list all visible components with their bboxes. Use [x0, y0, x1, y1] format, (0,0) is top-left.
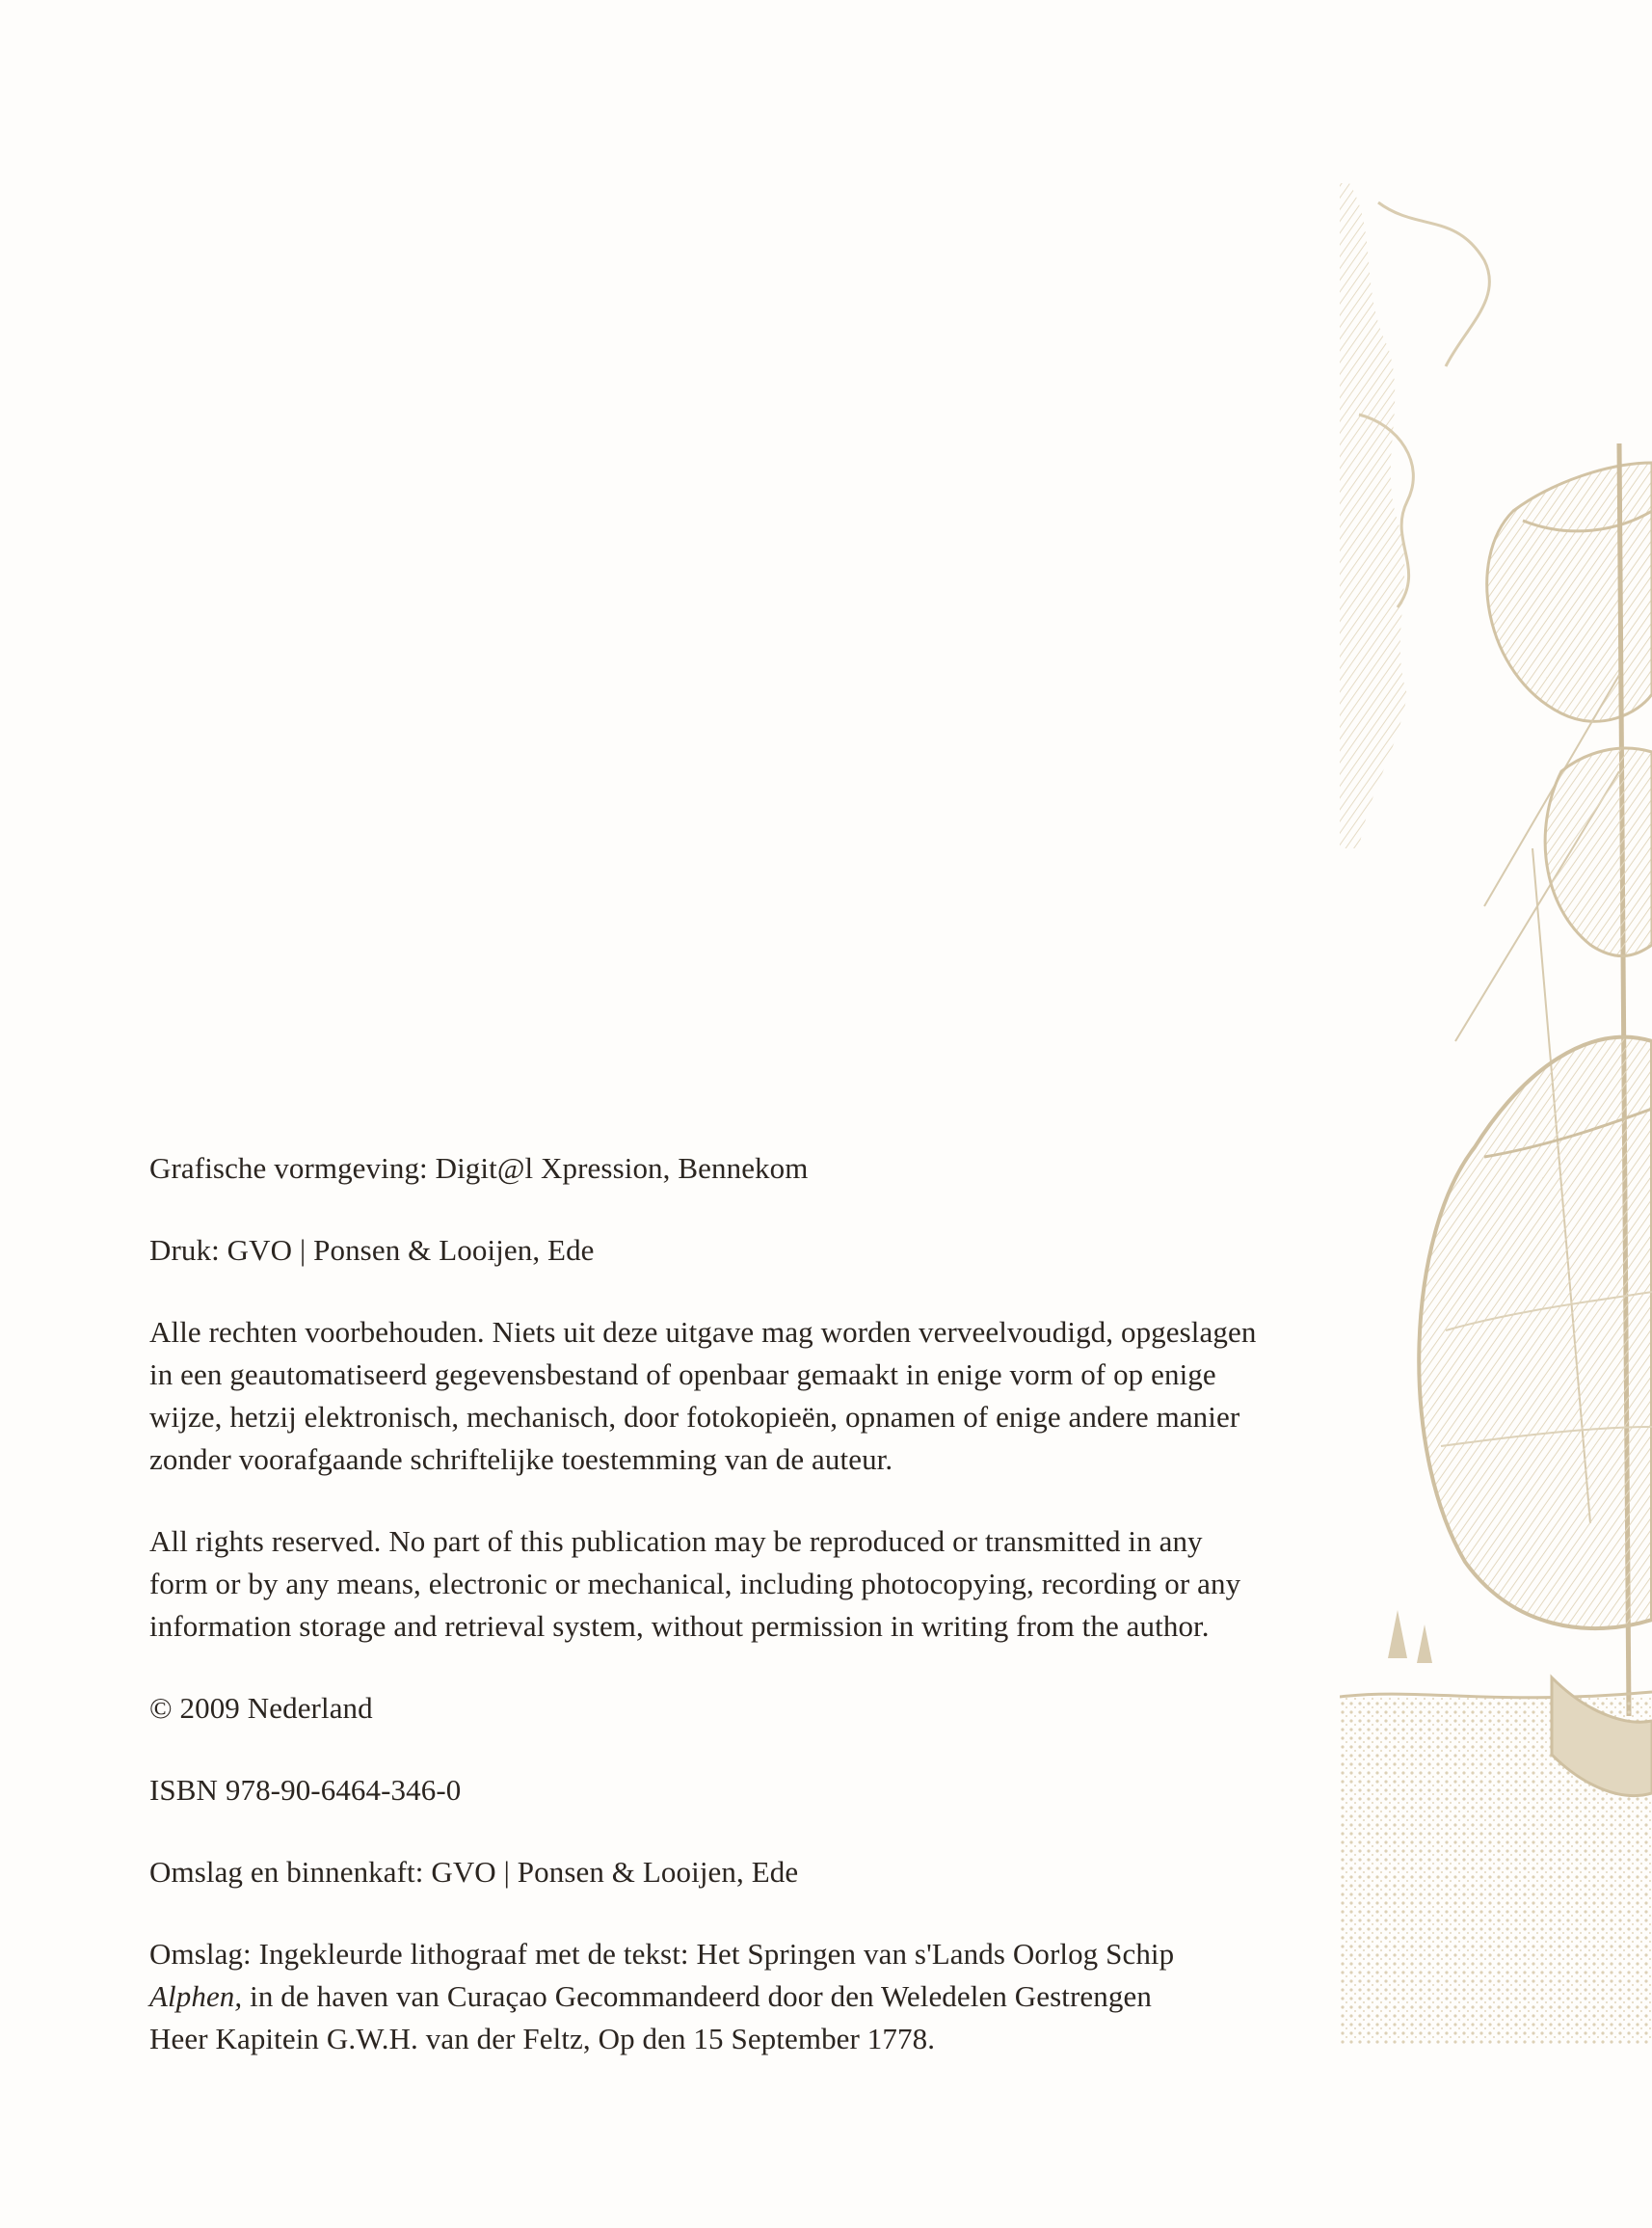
rights-nl-line: in een geautomatiseerd gegevensbestand of openbaar gemaakt in enige vorm of op enige — [149, 1357, 1216, 1391]
cover-note-line-rest: in de haven van Curaçao Gecommandeerd door den Weledelen Gestrengen — [242, 1979, 1152, 2013]
rights-en-line: All rights reserved. No part of this publication may be reproduced or transmitted in any — [149, 1524, 1203, 1558]
rights-en-line: form or by any means, electronic or mechanical, including photocopying, recording or any — [149, 1567, 1241, 1600]
isbn-line: ISBN 978-90-6464-346-0 — [149, 1773, 462, 1807]
rights-notice-dutch — [149, 1311, 1325, 1481]
colophon-block — [149, 1147, 1325, 2060]
ship-engraving-illustration — [1340, 174, 1652, 2044]
rights-nl-line: Alle rechten voorbehouden. Niets uit deze uitgave mag worden verveelvoudigd, opgeslagen — [149, 1315, 1257, 1349]
ship-name: Alphen, — [149, 1979, 243, 2013]
rights-nl-line: wijze, hetzij elektronisch, mechanisch, door fotokopieën, opnamen of enige andere manier — [149, 1400, 1240, 1434]
rights-en-line: information storage and retrieval system, without permission in writing from the author. — [149, 1609, 1210, 1643]
print-credit: Druk: GVO | Ponsen & Looijen, Ede — [149, 1233, 595, 1267]
cover-credit: Omslag en binnenkaft: GVO | Ponsen & Looijen, Ede — [149, 1855, 799, 1889]
cover-note-line: Omslag: Ingekleurde lithograaf met de tekst: Het Springen van s'Lands Oorlog Schip — [149, 1937, 1175, 1971]
copyright-line: © 2009 Nederland — [149, 1691, 373, 1725]
cover-note-line — [149, 1975, 1325, 2018]
cover-note-line: Heer Kapitein G.W.H. van der Feltz, Op den 15 September 1778. — [149, 2022, 936, 2055]
rights-notice-english — [149, 1520, 1325, 1648]
cover-description — [149, 1933, 1325, 2060]
design-credit: Grafische vormgeving: Digit@l Xpression, Bennekom — [149, 1151, 809, 1185]
rights-nl-line: zonder voorafgaande schriftelijke toestemming van de auteur. — [149, 1442, 893, 1476]
